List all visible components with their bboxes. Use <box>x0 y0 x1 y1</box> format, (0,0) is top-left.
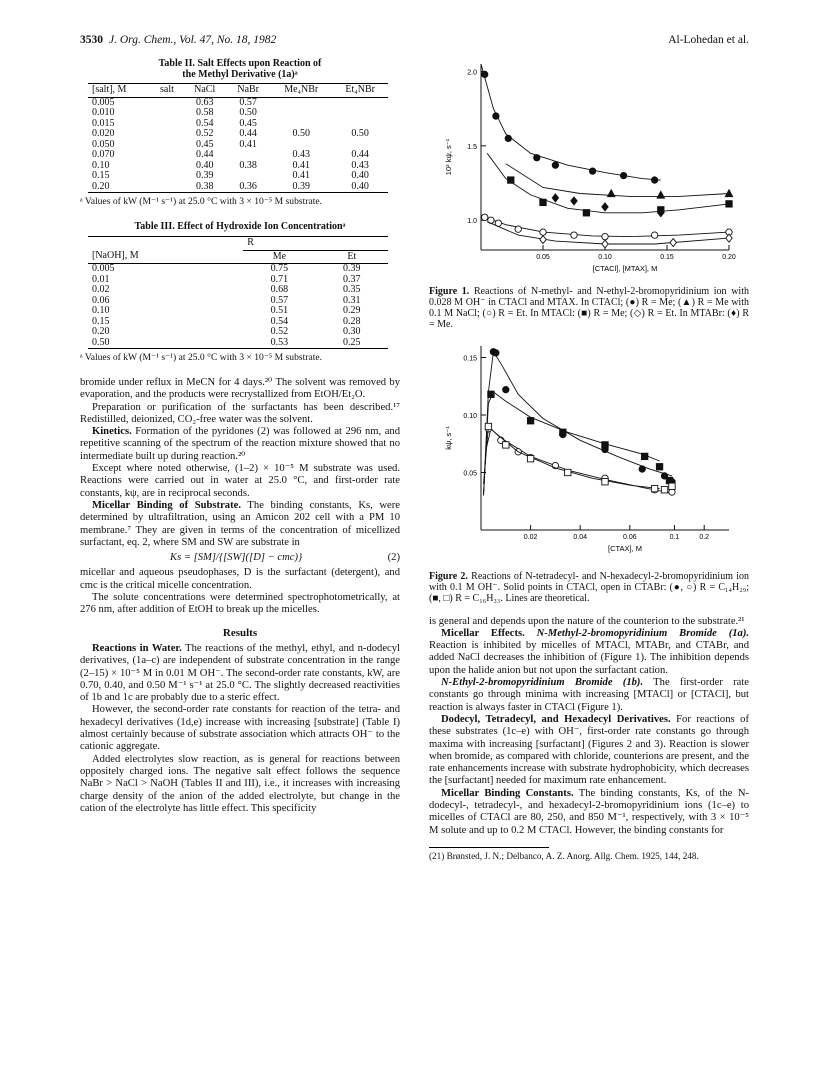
table-cell <box>226 150 270 161</box>
footnote: (21) Brønsted, J. N.; Delbanco, A. Z. Anorg. Allg. Chem. 1925, 144, 248. <box>429 850 699 861</box>
table-cell: 0.25 <box>343 336 361 348</box>
table-cell: 0.68 <box>270 284 289 295</box>
data-point <box>552 194 558 202</box>
data-point <box>482 71 488 77</box>
run-in-heading: Micellar Binding Constants. <box>441 787 574 799</box>
y-axis-label: 10² kψ, s⁻¹ <box>444 138 453 176</box>
paragraph-body: The binding constants, Ks, of the N-dodecyl-, tetradecyl-, and hexadecyl-2-bromopyridinium ions (1c–e) to micelles of CTACl are 80, 250, and 850 M⁻¹, respectively, with 3 × 10⁻⁵ M solute and up to 0.2 M CTACl. However, the binding constants for <box>429 787 749 836</box>
table-cell <box>151 108 183 119</box>
figure1-caption <box>429 286 749 330</box>
data-point <box>540 199 546 205</box>
table-cell: 0.39 <box>195 170 214 181</box>
x-tick-label: 0.10 <box>598 254 612 261</box>
table-cell <box>226 171 270 182</box>
x-tick-label: 0.15 <box>660 254 674 261</box>
table-cell: 0.02 <box>92 284 110 295</box>
table-cell: 0.52 <box>195 128 214 139</box>
table2-caption <box>80 58 400 80</box>
data-point <box>482 214 488 220</box>
x-tick-label: 0.05 <box>536 254 550 261</box>
paragraph: micellar and aqueous pseudophases, D is the surfactant (detergent), and cmc is the critical micelle concentration. <box>80 567 400 591</box>
data-point <box>503 387 509 393</box>
data-point <box>515 226 521 232</box>
figure1-chart <box>429 52 749 280</box>
footnote-rule <box>429 847 549 848</box>
data-point <box>534 155 540 161</box>
y-axis-label: kψ, s⁻¹ <box>444 426 453 451</box>
paragraph: However, the second-order rate constants for reaction of the tetra- and hexadecyl derivatives (1d,e) increase with increasing [substrate] (Table I) almost certainly because of substrate association which attracts OH⁻ to the cationic aggregate. <box>80 704 400 753</box>
y-tick-label: 1.0 <box>467 218 477 226</box>
table-cell <box>151 129 183 140</box>
table-cell: 0.36 <box>239 180 257 192</box>
table-cell: 0.41 <box>292 159 310 171</box>
table-cell <box>151 161 183 172</box>
y-tick-label: 0.15 <box>463 355 477 363</box>
table-cell: 0.01 <box>92 273 110 285</box>
table-column-header: Et₄NBr <box>345 84 375 95</box>
table-cell <box>332 108 388 119</box>
table3-footnote: ᵃ Values of kW (M⁻¹ s⁻¹) at 25.0 °C with 3 × 10⁻⁵ M substrate. <box>80 352 323 363</box>
table-column-header: Me <box>272 250 287 262</box>
run-in-subheading: N-Ethyl-2-bromopyridinium Bromide (1b). <box>441 677 644 689</box>
data-point <box>602 442 608 448</box>
table-cell: 0.71 <box>270 273 289 285</box>
data-point <box>726 234 732 242</box>
figure2-caption <box>429 571 749 604</box>
table-cell: 0.45 <box>195 138 214 150</box>
series-line <box>481 64 661 180</box>
table-cell: 0.43 <box>351 159 369 171</box>
table-cell <box>151 140 183 151</box>
paragraph-body: Formation of the pyridones (2) was followed at 296 nm, and repetitive scanning of the spectrum of the reaction mixture showed that no intermediate built up during reaction.²⁰ <box>80 426 400 462</box>
equation-body: Ks = [SM]/{[SW]([D] − cmc)} <box>170 552 303 564</box>
table-cell: 0.39 <box>292 180 310 192</box>
data-point <box>527 456 533 462</box>
data-point <box>608 190 615 197</box>
table-cell <box>151 119 183 130</box>
table-cell: 0.58 <box>195 107 214 118</box>
table-row <box>88 338 388 349</box>
left-body <box>80 377 400 815</box>
table-cell: 0.29 <box>343 305 361 316</box>
table-cell: 0.20 <box>92 326 110 337</box>
table-cell: 0.10 <box>92 159 110 171</box>
paragraph <box>429 628 749 677</box>
table-header-row <box>88 84 388 98</box>
series-line <box>506 164 729 197</box>
table-cell: 0.38 <box>195 180 214 192</box>
table-cell <box>151 97 183 108</box>
paragraph: is general and depends upon the nature of the counterion to the substrate.²¹ <box>429 615 745 627</box>
table-cell: 0.50 <box>92 336 110 348</box>
data-point <box>651 486 657 492</box>
data-point <box>620 172 626 178</box>
table-cell <box>332 97 388 108</box>
table2-caption-line1: Table II. Salt Effects upon Reaction of <box>158 58 322 69</box>
table-row <box>88 119 388 130</box>
data-point <box>493 113 499 119</box>
table-cell <box>151 182 183 193</box>
data-point <box>661 487 667 493</box>
table-column-header: Me₄NBr <box>284 84 319 95</box>
run-in-heading: Reactions in Water. <box>92 642 182 654</box>
right-body <box>429 616 749 862</box>
paragraph <box>80 426 400 463</box>
table-cell: 0.31 <box>343 294 361 306</box>
run-in-heading: Micellar Effects. <box>441 627 525 639</box>
table-cell: 0.50 <box>351 128 369 139</box>
data-point <box>670 239 676 247</box>
section-heading: Results <box>222 626 258 639</box>
table-cell: 0.050 <box>92 138 115 150</box>
author-header: Al-Lohedan et al. <box>668 34 749 46</box>
table-cell: 0.40 <box>195 159 214 171</box>
table-cell: 0.44 <box>351 149 369 160</box>
data-point <box>571 197 577 205</box>
table-cell: 0.15 <box>92 170 110 181</box>
table-cell: 0.06 <box>92 294 110 306</box>
table-column-header: Et <box>347 250 357 262</box>
table-cell: 0.35 <box>343 284 361 295</box>
data-point <box>540 236 546 244</box>
table-row <box>88 150 388 161</box>
table2-footnote: ᵃ Values of kW (M⁻¹ s⁻¹) at 25.0 °C with 3 × 10⁻⁵ M substrate. <box>80 196 323 207</box>
table-cell <box>151 171 183 182</box>
table-cell: 0.57 <box>239 96 257 108</box>
table-cell: 0.54 <box>270 315 289 327</box>
table-cell: 0.39 <box>343 263 361 274</box>
x-axis-label: [CTAX], M <box>607 544 643 554</box>
data-point <box>651 177 657 183</box>
run-in-heading: Micellar Binding of Substrate. <box>92 499 241 511</box>
data-point <box>726 201 732 207</box>
data-point <box>583 210 589 216</box>
data-point <box>552 162 558 168</box>
table-row <box>88 97 388 108</box>
table-cell: 0.57 <box>270 294 289 306</box>
table-cell: 0.43 <box>292 149 310 160</box>
data-point <box>641 453 647 459</box>
table-cell: 0.070 <box>92 149 115 160</box>
left-column <box>80 58 400 815</box>
data-point <box>503 442 509 448</box>
paragraph: bromide under reflux in MeCN for 4 days.²⁰ The solvent was removed by evaporation, and the products were recrystallized from EtOH/Et₂O. <box>80 377 400 401</box>
paragraph <box>429 677 749 714</box>
table-cell: 0.40 <box>351 180 369 192</box>
table-cell: 0.54 <box>195 117 214 129</box>
paragraph <box>80 500 400 549</box>
data-point <box>565 470 571 476</box>
table-column-header: salt <box>160 84 174 95</box>
data-point <box>657 191 664 198</box>
paragraph: The solute concentrations were determined spectrophotometrically, at 276 nm, after addition of EtOH to break up the micelles. <box>80 592 400 616</box>
data-point <box>639 466 645 472</box>
table-row <box>88 285 388 296</box>
table-cell: 0.40 <box>351 170 369 181</box>
x-tick-label: 0.02 <box>523 534 538 542</box>
run-in-heading: Kinetics. <box>92 426 132 438</box>
figure1-label: Figure 1. <box>429 286 470 298</box>
equation-number: (2) <box>387 552 400 564</box>
paragraph-body: The reactions of the methyl, ethyl, and n-dodecyl derivatives, (1a–c) are independent of substrate concentration in the range (2–15) × 10⁻⁵ M in 0.01 M OH⁻. The second-order rate constants, kW, are 0.70, 0.40, and 0.50 M⁻¹ s⁻¹ at 25.0 °C. The slightly decreased reactivities of 1b and 1c are probably due to a steric effect. <box>80 642 400 704</box>
paragraph-body: The binding constants, Ks, were determined by ultrafiltration, using an Amicon 202 cell with a PM 10 membrane.⁷ They are given in terms of the concentration of micellized surfactant, eq. 2, where SM and SW are substrate in <box>80 499 400 548</box>
table-cell: 0.41 <box>292 170 310 181</box>
paragraph <box>429 714 749 788</box>
run-in-subheading: N-Methyl-2-bromopyridinium Bromide (1a). <box>524 627 749 639</box>
table-column-header: [salt], M <box>92 84 127 95</box>
right-column <box>429 52 749 861</box>
figure2-chart <box>429 338 749 560</box>
x-tick-label: 0.06 <box>622 534 637 542</box>
table-group-header: R <box>243 237 388 251</box>
table-row <box>88 108 388 119</box>
figure1-caption-text: Reactions of N-methyl- and N-ethyl-2-bromopyridinium ion with 0.028 M OH⁻ in CTACl and MTAX. In CTACl; (●) R = Me; (▲) R = Me with 0.1 M NaCl; (○) R = Et. In MTACl: (■) R = Me; (◇) R = Et. In MTABr: (♦) R = Me. <box>429 286 749 331</box>
table-column-header: NaBr <box>237 84 260 95</box>
table3 <box>88 236 388 349</box>
table-header-row <box>88 250 388 264</box>
table-cell <box>270 97 332 108</box>
table-cell: 0.45 <box>239 117 257 129</box>
data-point <box>602 240 608 248</box>
data-point <box>602 233 608 239</box>
x-tick-label: 0.2 <box>699 534 710 542</box>
paragraph: Added electrolytes slow reaction, as is general for reactions between oppositely charged ions. The negative salt effect follows the sequence NaBr > NaCl > NaOH (Tables II and III), i.e., it increases with increasing charge density of the anion of the added electrolyte, but change in the cation of the electrolyte has little effect. This specificity <box>80 753 400 814</box>
data-point <box>602 479 608 485</box>
table2 <box>88 83 388 193</box>
data-point <box>602 203 608 211</box>
table-cell: 0.15 <box>92 315 110 327</box>
table-cell: 0.38 <box>239 159 257 171</box>
run-in-heading: Dodecyl, Tetradecyl, and Hexadecyl Derivatives. <box>441 713 671 725</box>
paragraph: Preparation or purification of the surfactants has been described.¹⁷ Redistilled, deionized, CO₂-free water was the solvent. <box>80 401 400 425</box>
paragraph-body: The first-order rate constants go through minima with increasing [MTACl] or [CTACl], but reaction is always faster in CTACl (Figure 1). <box>429 677 749 713</box>
table-cell: 0.50 <box>239 107 257 118</box>
data-point <box>656 464 662 470</box>
table-cell: 0.20 <box>92 180 110 192</box>
journal-citation: J. Org. Chem., Vol. 47, No. 18, 1982 <box>109 34 277 46</box>
figure2-caption-text: Reactions of N-tetradecyl- and N-hexadecyl-2-bromopyridinium ion with 0.1 M OH⁻. Solid points in CTACl, open in CTABr: (●, ○) R = C₁₄H₂₉; (■, □) R = C₁₆H₃₃. Lines are theoretical. <box>429 570 749 604</box>
y-tick-label: 1.5 <box>467 143 477 151</box>
table-cell: 0.50 <box>292 128 310 139</box>
data-point <box>571 232 577 238</box>
table-row <box>88 182 388 193</box>
table-row <box>88 327 388 338</box>
figure2-label: Figure 2. <box>429 570 468 582</box>
data-point <box>540 229 546 235</box>
table-row <box>88 161 388 172</box>
data-point <box>527 418 533 424</box>
table-cell: 0.51 <box>270 305 289 316</box>
x-axis-label: [CTACl], [MTAX], M <box>592 264 658 273</box>
table-row <box>88 264 388 275</box>
table-cell <box>151 150 183 161</box>
series-line <box>487 153 729 213</box>
data-point <box>488 391 494 397</box>
table-cell <box>270 108 332 119</box>
series-line <box>487 222 729 244</box>
table3-caption: Table III. Effect of Hydroxide Ion Concentrationᵃ <box>134 221 346 232</box>
page-number: 3530 <box>80 34 103 46</box>
table-cell: 0.010 <box>92 107 115 118</box>
table-cell: 0.63 <box>195 96 214 108</box>
data-point <box>505 135 511 141</box>
x-tick-label: 0.04 <box>573 534 588 542</box>
running-header <box>80 34 276 46</box>
table-cell: 0.005 <box>92 263 115 274</box>
table-column-header: [NaOH], M <box>92 250 139 262</box>
data-point <box>651 232 657 238</box>
table-cell: 0.37 <box>343 273 361 285</box>
table2-caption-line2: the Methyl Derivative (1a)ᵃ <box>182 69 298 80</box>
data-point <box>669 483 675 489</box>
table-column-header: NaCl <box>194 84 216 95</box>
table-cell: 0.015 <box>92 117 115 129</box>
table-cell: 0.10 <box>92 305 110 316</box>
table-cell: 0.52 <box>270 326 289 337</box>
paragraph <box>80 643 400 704</box>
paragraph-body: For reactions of these substrates (1c–e) with OH⁻, first-order rate constants go through maxima with increasing [surfactant] (Figures 2 and 3). Reaction is slower when bromide, as compared with chloride, counterions are present, and the rate enhancements increase with substrate hydrophobicity, which decreases the [surfactant] needed for maximum rate enhancement. <box>429 713 749 787</box>
data-point <box>560 429 566 435</box>
table-row <box>88 129 388 140</box>
y-tick-label: 0.05 <box>463 470 477 478</box>
y-tick-label: 0.10 <box>463 413 477 421</box>
table-cell: 0.44 <box>195 149 214 160</box>
table-cell: 0.75 <box>270 263 289 274</box>
table-cell: 0.44 <box>239 128 257 139</box>
paragraph <box>429 788 749 837</box>
paragraph: Except where noted otherwise, (1–2) × 10⁻⁵ M substrate was used. Reactions were carried out in water at 25.0 °C, and first-order rate constants, kψ, are in reciprocal seconds. <box>80 463 400 499</box>
table-cell: 0.28 <box>343 315 361 327</box>
table-cell: 0.41 <box>239 138 257 150</box>
y-tick-label: 2.0 <box>467 69 477 77</box>
data-point <box>485 424 491 430</box>
series-line <box>484 427 660 489</box>
table-stub-header <box>88 237 243 251</box>
table-cell: 0.30 <box>343 326 361 337</box>
table-row <box>88 140 388 151</box>
x-tick-label: 0.20 <box>722 254 736 261</box>
equation <box>80 549 400 567</box>
paragraph-body: Reaction is inhibited by micelles of MTACl, MTABr, and CTABr, and added NaCl decreases the inhibition of (Figure 1). The inhibition depends upon the halide anion but not upon the surfactant cation. <box>429 640 749 676</box>
table-cell: 0.53 <box>270 336 289 348</box>
table-cell: 0.005 <box>92 96 115 108</box>
data-point <box>589 168 595 174</box>
table-row <box>88 171 388 182</box>
table-cell: 0.020 <box>92 128 115 139</box>
data-point <box>493 350 499 356</box>
data-point <box>508 177 514 183</box>
x-tick-label: 0.1 <box>669 534 680 542</box>
table-row <box>88 306 388 317</box>
